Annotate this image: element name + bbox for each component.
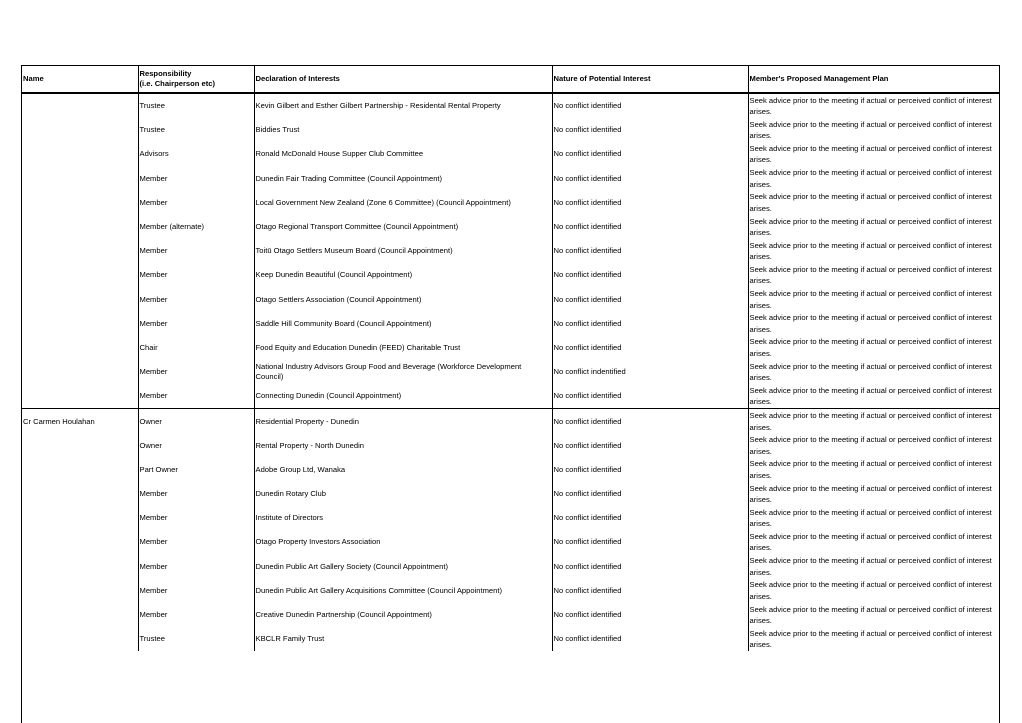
- cell-name: [22, 191, 138, 215]
- cell-responsibility: Member: [138, 579, 254, 603]
- cell-declaration: Institute of Directors: [254, 506, 552, 530]
- cell-name: [22, 239, 138, 263]
- cell-plan: Seek advice prior to the meeting if actual or perceived conflict of interest arises.: [749, 192, 992, 213]
- cell-declaration: Creative Dunedin Partnership (Council Appointment): [254, 603, 552, 627]
- cell-responsibility: Trustee: [138, 118, 254, 142]
- table-row: [22, 434, 999, 458]
- cell-name: [22, 627, 138, 651]
- cell-plan: Seek advice prior to the meeting if actual or perceived conflict of interest arises.: [749, 361, 992, 383]
- cell-nature: No conflict identified: [552, 458, 748, 482]
- cell-nature: No conflict identified: [552, 312, 748, 336]
- cell-nature: No conflict identified: [552, 409, 748, 434]
- cell-declaration: Toitū Otago Settlers Museum Board (Council Appointment): [254, 239, 552, 263]
- cell-plan: Seek advice prior to the meeting if actual or perceived conflict of interest arises.: [749, 628, 992, 650]
- cell-declaration: National Industry Advisors Group Food and Beverage (Workforce Development Council): [254, 360, 552, 384]
- table-row: [22, 167, 999, 191]
- cell-name: [22, 458, 138, 482]
- table-header: [22, 66, 999, 93]
- cell-name: [22, 288, 138, 312]
- cell-responsibility: Member: [138, 506, 254, 530]
- interests-table: [22, 66, 999, 651]
- table-row: [22, 458, 999, 482]
- header-nature: Nature of Potential Interest: [552, 66, 748, 93]
- cell-declaration: Saddle Hill Community Board (Council Appointment): [254, 312, 552, 336]
- table-row: [22, 627, 999, 651]
- cell-declaration: Residential Property - Dunedin: [254, 409, 552, 434]
- cell-responsibility: Member: [138, 239, 254, 263]
- cell-name: [22, 336, 138, 360]
- cell-nature: No conflict identified: [552, 555, 748, 579]
- cell-declaration: Food Equity and Education Dunedin (FEED) Charitable Trust: [254, 336, 552, 360]
- cell-name: [22, 384, 138, 409]
- cell-declaration: Dunedin Public Art Gallery Society (Council Appointment): [254, 555, 552, 579]
- cell-declaration: Dunedin Fair Trading Committee (Council Appointment): [254, 167, 552, 191]
- cell-responsibility: Member: [138, 167, 254, 191]
- cell-plan: Seek advice prior to the meeting if actual or perceived conflict of interest arises.: [749, 580, 992, 601]
- cell-responsibility: Owner: [138, 409, 254, 434]
- cell-responsibility: Member: [138, 360, 254, 384]
- cell-nature: No conflict identified: [552, 506, 748, 530]
- cell-plan: Seek advice prior to the meeting if actual or perceived conflict of interest arises.: [749, 313, 992, 334]
- cell-plan: Seek advice prior to the meeting if actual or perceived conflict of interest arises.: [749, 143, 992, 165]
- cell-declaration: Connecting Dunedin (Council Appointment): [254, 384, 552, 409]
- cell-declaration: Dunedin Public Art Gallery Acquisitions Committee (Council Appointment): [254, 579, 552, 603]
- cell-declaration: Ronald McDonald House Supper Club Committee: [254, 142, 552, 166]
- cell-name: [22, 215, 138, 239]
- cell-nature: No conflict identified: [552, 118, 748, 142]
- cell-responsibility: Member (alternate): [138, 215, 254, 239]
- cell-name: [22, 603, 138, 627]
- cell-declaration: Otago Settlers Association (Council Appointment): [254, 288, 552, 312]
- table-body: [22, 93, 999, 651]
- cell-name: [22, 434, 138, 458]
- cell-plan: Seek advice prior to the meeting if actual or perceived conflict of interest arises.: [749, 240, 992, 262]
- table-row: [22, 142, 999, 166]
- cell-plan: Seek advice prior to the meeting if actual or perceived conflict of interest arises.: [749, 385, 992, 407]
- interests-register-sheet: [21, 65, 1000, 723]
- cell-nature: No conflict identified: [552, 530, 748, 554]
- cell-plan: Seek advice prior to the meeting if actual or perceived conflict of interest arises.: [749, 119, 992, 141]
- cell-name: [22, 142, 138, 166]
- cell-name: [22, 118, 138, 142]
- header-plan: Member's Proposed Management Plan: [748, 66, 999, 93]
- cell-plan: Seek advice prior to the meeting if actual or perceived conflict of interest arises.: [749, 459, 992, 480]
- table-row: [22, 118, 999, 142]
- table-row: [22, 579, 999, 603]
- cell-responsibility: Member: [138, 555, 254, 579]
- cell-nature: No conflict identified: [552, 603, 748, 627]
- cell-nature: No conflict identified: [552, 627, 748, 651]
- cell-plan: Seek advice prior to the meeting if actual or perceived conflict of interest arises.: [749, 337, 992, 358]
- table-row: [22, 239, 999, 263]
- cell-responsibility: Trustee: [138, 627, 254, 651]
- cell-responsibility: Member: [138, 384, 254, 409]
- table-row: [22, 360, 999, 384]
- cell-nature: No conflict identified: [552, 239, 748, 263]
- table-row: [22, 263, 999, 287]
- cell-name: [22, 93, 138, 118]
- table-row: [22, 555, 999, 579]
- header-declaration: Declaration of Interests: [254, 66, 552, 93]
- cell-declaration: Kevin Gilbert and Esther Gilbert Partnership - Residental Rental Property: [254, 93, 552, 118]
- cell-responsibility: Part Owner: [138, 458, 254, 482]
- cell-name: [22, 263, 138, 287]
- cell-declaration: Dunedin Rotary Club: [254, 482, 552, 506]
- header-responsibility: [138, 66, 254, 93]
- cell-nature: No conflict identified: [552, 434, 748, 458]
- header-responsibility-line1: Responsibility: [139, 69, 192, 78]
- cell-name: [22, 167, 138, 191]
- cell-plan: Seek advice prior to the meeting if actual or perceived conflict of interest arises.: [749, 556, 992, 577]
- table-row: [22, 530, 999, 554]
- cell-declaration: Biddies Trust: [254, 118, 552, 142]
- cell-name: [22, 555, 138, 579]
- cell-declaration: Otago Regional Transport Committee (Council Appointment): [254, 215, 552, 239]
- cell-responsibility: Chair: [138, 336, 254, 360]
- table-row: [22, 603, 999, 627]
- cell-plan: Seek advice prior to the meeting if actual or perceived conflict of interest arises.: [749, 435, 992, 456]
- cell-name: [22, 360, 138, 384]
- cell-declaration: Adobe Group Ltd, Wanaka: [254, 458, 552, 482]
- cell-declaration: Otago Property Investors Association: [254, 530, 552, 554]
- table-row: [22, 215, 999, 239]
- cell-nature: No conflict identified: [552, 579, 748, 603]
- cell-nature: No conflict identified: [552, 288, 748, 312]
- cell-plan: Seek advice prior to the meeting if actual or perceived conflict of interest arises.: [749, 483, 992, 505]
- table-row: [22, 384, 999, 409]
- table-row: [22, 482, 999, 506]
- cell-declaration: Rental Property - North Dunedin: [254, 434, 552, 458]
- cell-name: [22, 579, 138, 603]
- cell-nature: No conflict identified: [552, 191, 748, 215]
- cell-plan: Seek advice prior to the meeting if actual or perceived conflict of interest arises.: [749, 507, 992, 529]
- cell-responsibility: Member: [138, 288, 254, 312]
- table-row: [22, 93, 999, 118]
- cell-nature: No conflict identified: [552, 336, 748, 360]
- cell-responsibility: Member: [138, 482, 254, 506]
- cell-declaration: Local Government New Zealand (Zone 6 Committee) (Council Appointment): [254, 191, 552, 215]
- cell-nature: No conflict identified: [552, 215, 748, 239]
- cell-name: [22, 312, 138, 336]
- table-row: [22, 336, 999, 360]
- cell-declaration: KBCLR Family Trust: [254, 627, 552, 651]
- header-responsibility-line2: (i.e. Chairperson etc): [139, 79, 216, 88]
- cell-responsibility: Member: [138, 530, 254, 554]
- cell-name: [22, 482, 138, 506]
- cell-name: [22, 506, 138, 530]
- cell-plan: Seek advice prior to the meeting if actual or perceived conflict of interest arises.: [749, 95, 992, 117]
- cell-plan: Seek advice prior to the meeting if actual or perceived conflict of interest arises.: [749, 289, 992, 310]
- cell-responsibility: Member: [138, 263, 254, 287]
- table-row: [22, 288, 999, 312]
- cell-responsibility: Member: [138, 191, 254, 215]
- cell-nature: No conflict identified: [552, 263, 748, 287]
- cell-plan: Seek advice prior to the meeting if actual or perceived conflict of interest arises.: [749, 168, 992, 189]
- table-row: [22, 409, 999, 434]
- cell-nature: No conflict identified: [552, 384, 748, 409]
- cell-nature: No conflict identified: [552, 167, 748, 191]
- cell-plan: Seek advice prior to the meeting if actual or perceived conflict of interest arises.: [749, 604, 992, 626]
- cell-nature: No conflict identified: [552, 142, 748, 166]
- cell-responsibility: Advisors: [138, 142, 254, 166]
- cell-responsibility: Member: [138, 603, 254, 627]
- header-name: Name: [22, 66, 138, 93]
- table-row: [22, 506, 999, 530]
- header-row: [22, 66, 999, 93]
- cell-plan: Seek advice prior to the meeting if actual or perceived conflict of interest arises.: [749, 216, 992, 238]
- cell-name: [22, 530, 138, 554]
- table-row: [22, 191, 999, 215]
- cell-responsibility: Member: [138, 312, 254, 336]
- cell-plan: Seek advice prior to the meeting if actual or perceived conflict of interest arises.: [749, 264, 992, 286]
- cell-responsibility: Trustee: [138, 93, 254, 118]
- cell-plan: Seek advice prior to the meeting if actual or perceived conflict of interest arises.: [749, 531, 992, 553]
- cell-name: Cr Carmen Houlahan: [22, 409, 138, 434]
- table-row: [22, 312, 999, 336]
- cell-responsibility: Owner: [138, 434, 254, 458]
- cell-nature: No conflict identified: [552, 482, 748, 506]
- cell-declaration: Keep Dunedin Beautiful (Council Appointment): [254, 263, 552, 287]
- cell-nature: No conflict indentified: [552, 360, 748, 384]
- cell-nature: No conflict identified: [552, 93, 748, 118]
- cell-plan: Seek advice prior to the meeting if actual or perceived conflict of interest arises.: [748, 409, 999, 434]
